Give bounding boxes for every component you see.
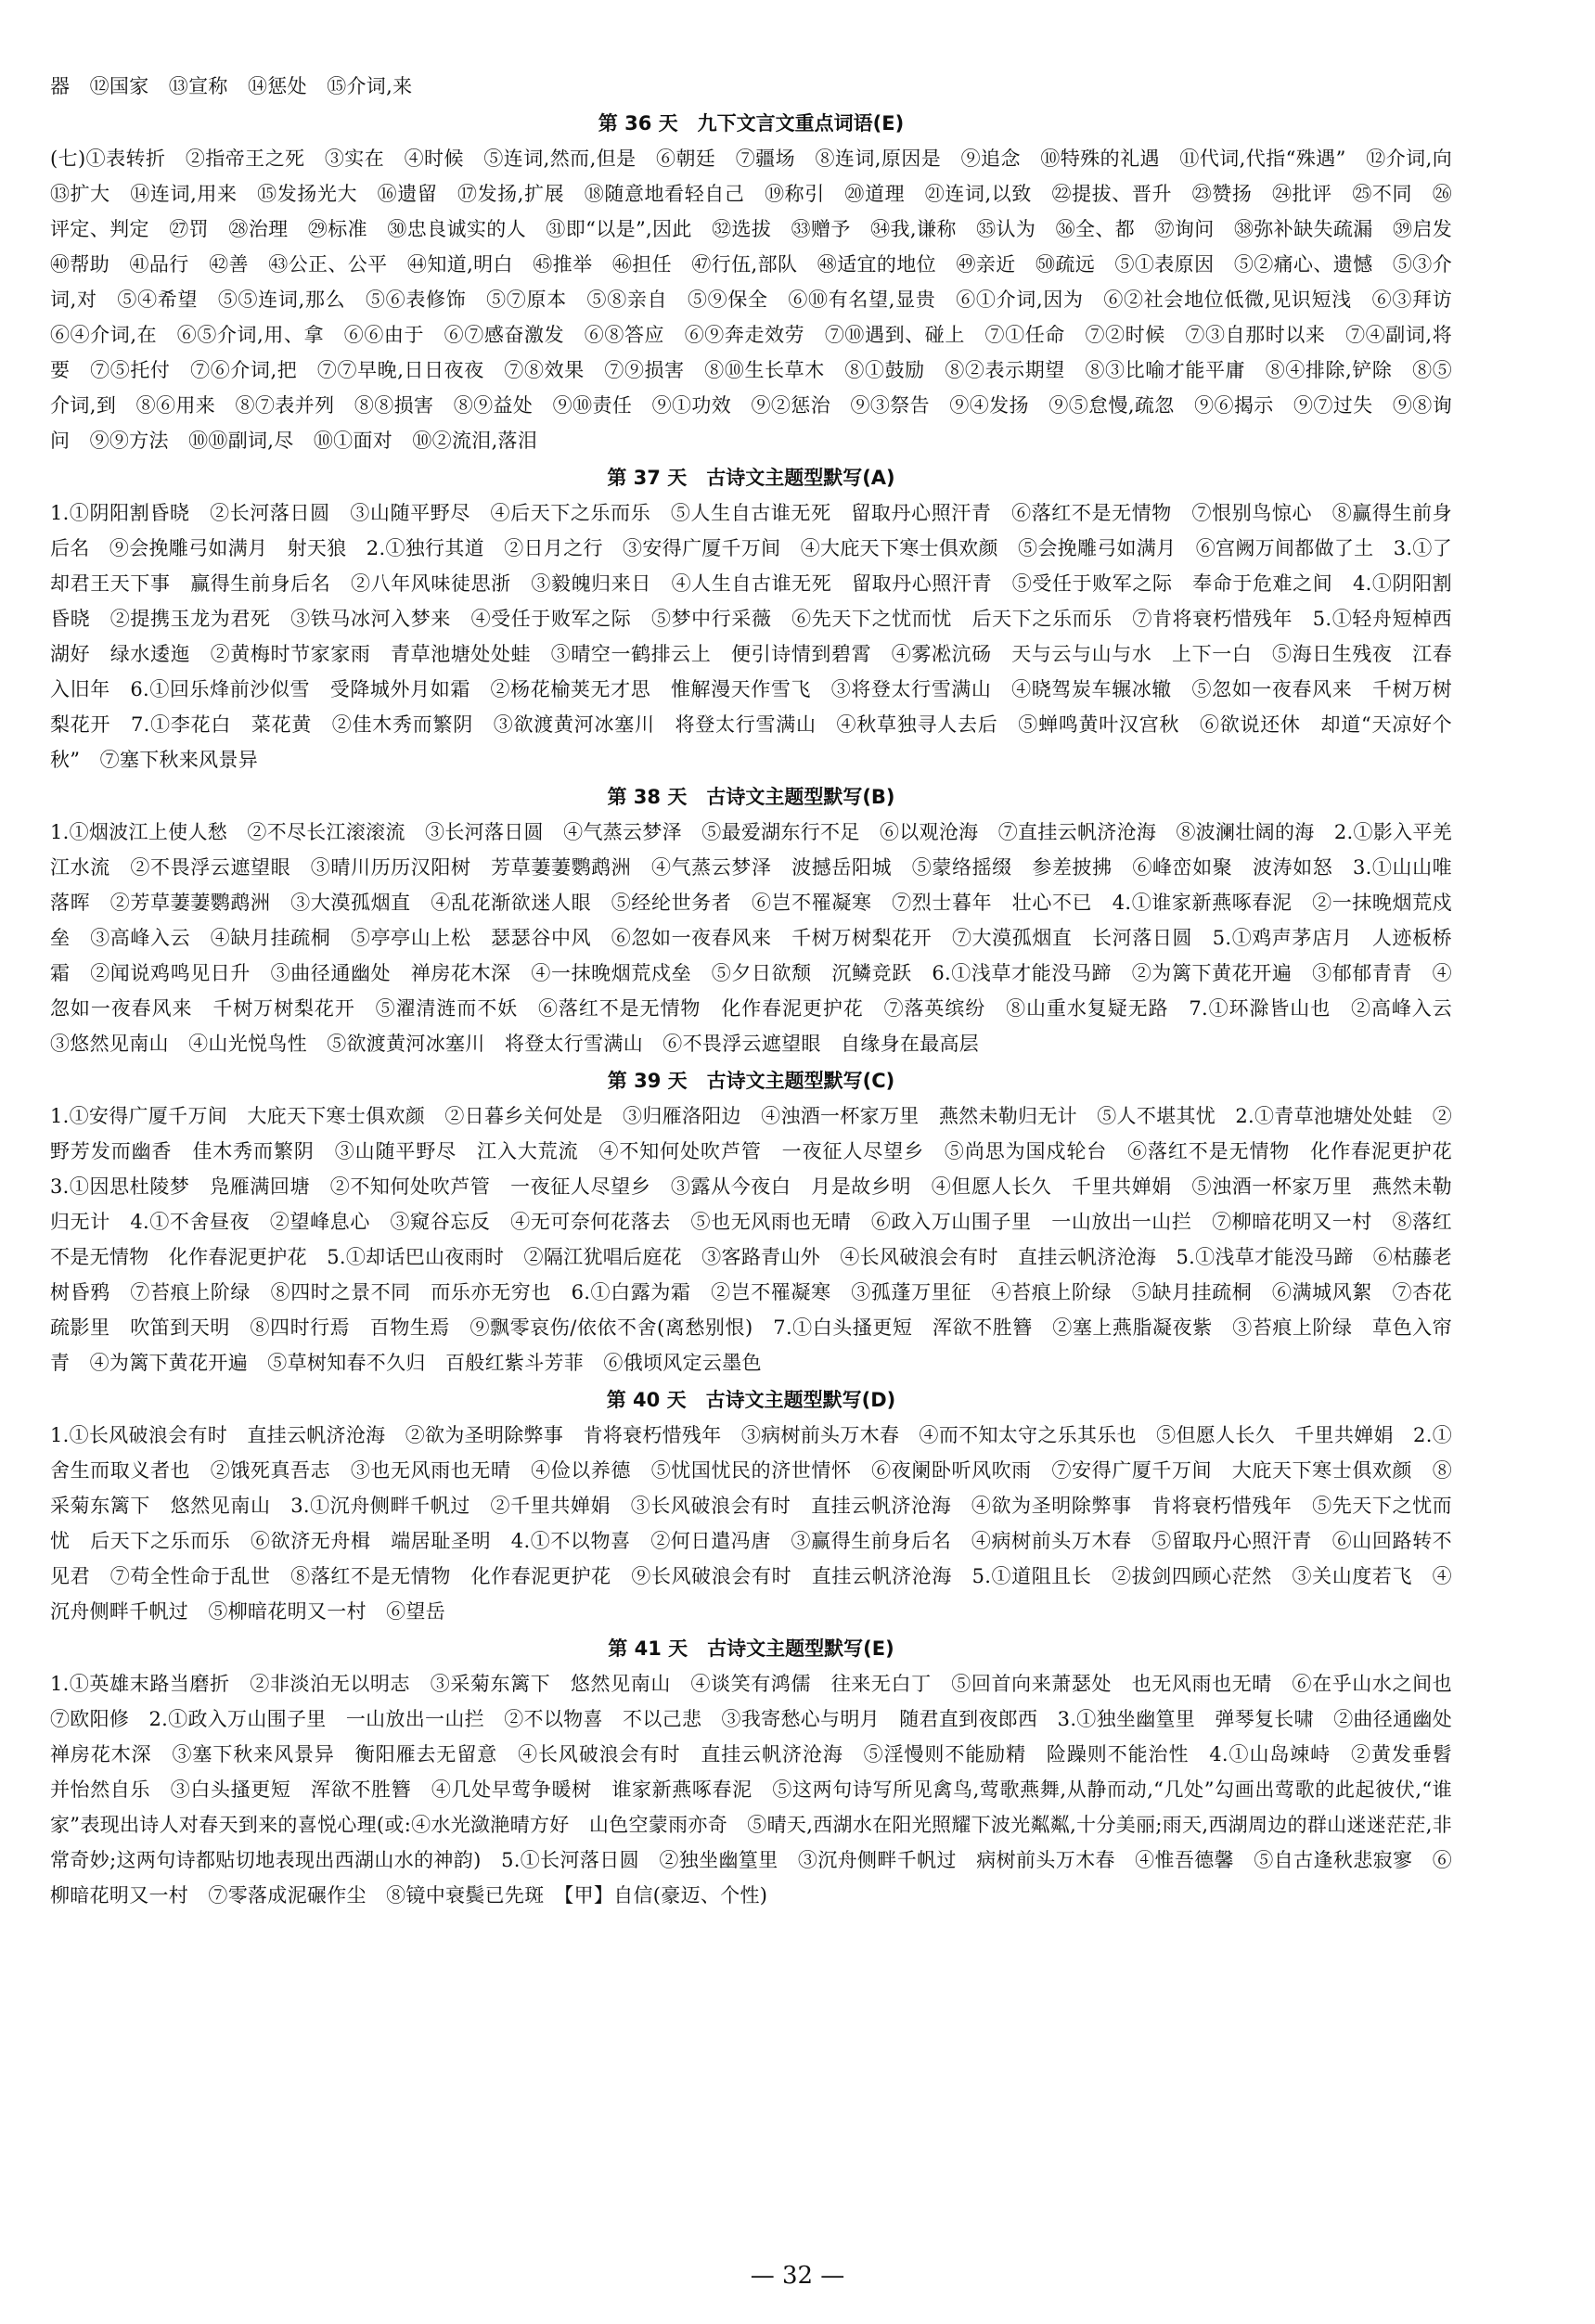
section-title-day41: 第 41 天 古诗文主题型默写(E) (608, 1637, 894, 1660)
section-title-day39: 第 39 天 古诗文主题型默写(C) (607, 1070, 895, 1092)
section-body-day38: 1.①烟波江上使人愁 ②不尽长江滚滚流 ③长河落日圆 ④气蒸云梦泽 ⑤最爱湖东行不足 ⑥以观沧海 ⑦直挂云帆济沧海 ⑧波澜壮阔的海 2.①影入平羌江水流 ②不畏浮云遮望眼 ③晴川历历汉阳树 芳草萋萋鹦鹉洲 ④气蒸云梦泽 波撼岳阳城 ⑤蒙络摇缀 参差披拂 ⑥峰峦如聚 波涛如怒 3.①山山唯落晖 ②芳草萋萋鹦鹉洲 ③大漠孤烟直 ④乱花渐欲迷人眼 ⑤经纶世务者 ⑥岂不罹凝寒 ⑦烈士暮年 壮心不已 4.①谁家新燕啄春泥 ②一抹晚烟荒戍垒 ③高峰入云 ④缺月挂疏桐 ⑤亭亭山上松 瑟瑟谷中风 ⑥忽如一夜春风来 千树万树梨花开 ⑦大漠孤烟直 长河落日圆 5.①鸡声茅店月 人迹板桥霜 ②闻说鸡鸣见日升 ③曲径通幽处 禅房花木深 ④一抹晚烟荒戍垒 ⑤夕日欲颓 沉鳞竞跃 6.①浅草才能没马蹄 ②为篱下黄花开遍 ③郁郁青青 ④忽如一夜春风来 千树万树梨花开 ⑤濯清涟而不妖 ⑥落红不是无情物 化作春泥更护花 ⑦落英缤纷 ⑧山重水复疑无路 7.①环滁皆山也 ②高峰入云 ③悠然见南山 ④山光悦鸟性 ⑤欲渡黄河冰塞川 将登太行雪满山 ⑥不畏浮云遮望眼 自缘身在最高层 (50, 821, 1473, 1055)
section-body-day37: 1.①阴阳割昏晓 ②长河落日圆 ③山随平野尽 ④后天下之乐而乐 ⑤人生自古谁无死 留取丹心照汗青 ⑥落红不是无情物 ⑦恨别鸟惊心 ⑧赢得生前身后名 ⑨会挽雕弓如满月 射天狼 2.①独行其道 ②日月之行 ③安得广厦千万间 ④大庇天下寒士俱欢颜 ⑤会挽雕弓如满月 ⑥宫阙万间都做了土 3.①了却君王天下事 赢得生前身后名 ②八年风味徒思浙 ③毅魄归来日 ④人生自古谁无死 留取丹心照汗青 ⑤受任于败军之际 奉命于危难之间 4.①阴阳割昏晓 ②提携玉龙为君死 ③铁马冰河入梦来 ④受任于败军之际 ⑤梦中行采薇 ⑥先天下之忧而忧 后天下之乐而乐 ⑦肯将衰朽惜残年 5.①轻舟短棹西湖好 绿水逶迤 ②黄梅时节家家雨 青草池塘处处蛙 ③晴空一鹤排云上 便引诗情到碧霄 ④雾凇沆砀 天与云与山与水 上下一白 ⑤海日生残夜 江春入旧年 6.①回乐烽前沙似雪 受降城外月如霜 ②杨花榆荚无才思 惟解漫天作雪飞 ③将登太行雪满山 ④晓驾炭车辗冰辙 ⑤忽如一夜春风来 千树万树梨花开 7.①李花白 菜花黄 ②佳木秀而繁阴 ③欲渡黄河冰塞川 将登太行雪满山 ④秋草独寻人去后 ⑤蝉鸣黄叶汉宫秋 ⑥欲说还休 却道“天凉好个秋” ⑦塞下秋来风景异 (50, 502, 1452, 771)
section-title-day36: 第 36 天 九下文言文重点词语(E) (598, 112, 905, 135)
continued-answers: 器 ⑫国家 ⑬宣称 ⑭惩处 ⑮介词,来 (50, 75, 413, 97)
page-number: — 32 — (750, 2262, 845, 2290)
section-title-day38: 第 38 天 古诗文主题型默写(B) (607, 786, 895, 808)
section-body-day40: 1.①长风破浪会有时 直挂云帆济沧海 ②欲为圣明除弊事 肯将衰朽惜残年 ③病树前头万木春 ④而不知太守之乐其乐也 ⑤但愿人长久 千里共婵娟 2.①舍生而取义者也 ②饿死真吾志 ③也无风雨也无晴 ④俭以养德 ⑤忧国忧民的济世情怀 ⑥夜阑卧听风吹雨 ⑦安得广厦千万间 大庇天下寒士俱欢颜 ⑧采菊东篱下 悠然见南山 3.①沉舟侧畔千帆过 ②千里共婵娟 ③长风破浪会有时 直挂云帆济沧海 ④欲为圣明除弊事 肯将衰朽惜残年 ⑤先天下之忧而忧 后天下之乐而乐 ⑥欲济无舟楫 端居耻圣明 4.①不以物喜 ②何日遣冯唐 ③赢得生前身后名 ④病树前头万木春 ⑤留取丹心照汗青 ⑥山回路转不见君 ⑦苟全性命于乱世 ⑧落红不是无情物 化作春泥更护花 ⑨长风破浪会有时 直挂云帆济沧海 5.①道阻且长 ②拔剑四顾心茫然 ③关山度若飞 ④沉舟侧畔千帆过 ⑤柳暗花明又一村 ⑥望岳 (50, 1424, 1452, 1623)
section-title-day40: 第 40 天 古诗文主题型默写(D) (606, 1389, 896, 1411)
section-title-day37: 第 37 天 古诗文主题型默写(A) (607, 467, 895, 489)
section-body-day36: (七)①表转折 ②指帝王之死 ③实在 ④时候 ⑤连词,然而,但是 ⑥朝廷 ⑦疆场 ⑧连词,原因是 ⑨追念 ⑩特殊的礼遇 ⑪代词,代指“殊遇” ⑫介词,向 ⑬扩大 ⑭连词,用来 ⑮发扬光大 ⑯遗留 ⑰发扬,扩展 ⑱随意地看轻自己 ⑲称引 ⑳道理 ㉑连词,以致 ㉒提拔、晋升 ㉓赞扬 ㉔批评 ㉕不同 ㉖评定、判定 ㉗罚 ㉘治理 ㉙标准 ㉚忠良诚实的人 ㉛即“以是”,因此 ㉜选拔 ㉝赠予 ㉞我,谦称 ㉟认为 ㊱全、都 ㊲询问 ㊳弥补缺失疏漏 ㊴启发 ㊵帮助 ㊶品行 ㊷善 ㊸公正、公平 ㊹知道,明白 ㊺推举 ㊻担任 ㊼行伍,部队 ㊽适宜的地位 ㊾亲近 ㊿疏远 ⑤①表原因 ⑤②痛心、遗憾 ⑤③介词,对 ⑤④希望 ⑤⑤连词,那么 ⑤⑥表修饰 ⑤⑦原本 ⑤⑧亲自 ⑤⑨保全 ⑥⑩有名望,显贵 ⑥①介词,因为 ⑥②社会地位低微,见识短浅 ⑥③拜访 ⑥④介词,在 ⑥⑤介词,用、拿 ⑥⑥由于 ⑥⑦感奋激发 ⑥⑧答应 ⑥⑨奔走效劳 ⑦⑩遇到、碰上 ⑦①任命 ⑦②时候 ⑦③自那时以来 ⑦④副词,将要 ⑦⑤托付 ⑦⑥介词,把 ⑦⑦早晚,日日夜夜 ⑦⑧效果 ⑦⑨损害 ⑧⑩生长草木 ⑧①鼓励 ⑧②表示期望 ⑧③比喻才能平庸 ⑧④排除,铲除 ⑧⑤介词,到 ⑧⑥用来 ⑧⑦表并列 ⑧⑧损害 ⑧⑨益处 ⑨⑩责任 ⑨①功效 ⑨②惩治 ⑨③祭告 ⑨④发扬 ⑨⑤怠慢,疏忽 ⑨⑥揭示 ⑨⑦过失 ⑨⑧询问 ⑨⑨方法 ⑩⑩副词,尽 ⑩①面对 ⑩②流泪,落泪 (50, 148, 1473, 452)
section-body-day39: 1.①安得广厦千万间 大庇天下寒士俱欢颜 ②日暮乡关何处是 ③归雁洛阳边 ④浊酒一杯家万里 燕然未勒归无计 ⑤人不堪其忧 2.①青草池塘处处蛙 ②野芳发而幽香 佳木秀而繁阴 ③山随平野尽 江入大荒流 ④不知何处吹芦管 一夜征人尽望乡 ⑤尚思为国戍轮台 ⑥落红不是无情物 化作春泥更护花 3.①因思杜陵梦 凫雁满回塘 ②不知何处吹芦管 一夜征人尽望乡 ③露从今夜白 月是故乡明 ④但愿人长久 千里共婵娟 ⑤浊酒一杯家万里 燕然未勒归无计 4.①不舍昼夜 ②望峰息心 ③窥谷忘反 ④无可奈何花落去 ⑤也无风雨也无晴 ⑥政入万山围子里 一山放出一山拦 ⑦柳暗花明又一村 ⑧落红不是无情物 化作春泥更护花 5.①却话巴山夜雨时 ②隔江犹唱后庭花 ③客路青山外 ④长风破浪会有时 直挂云帆济沧海 5.①浅草才能没马蹄 ⑥枯藤老树昏鸦 ⑦苔痕上阶绿 ⑧四时之景不同 而乐亦无穷也 6.①白露为霜 ②岂不罹凝寒 ③孤蓬万里征 ④苔痕上阶绿 ⑤缺月挂疏桐 ⑥满城风絮 ⑦杏花疏影里 吹笛到天明 ⑧四时行焉 百物生焉 ⑨飘零哀伤/依依不舍(离愁别恨) 7.①白头搔更短 浑欲不胜簪 ②塞上燕脂凝夜紫 ③苔痕上阶绿 草色入帘青 ④为篱下黄花开遍 ⑤草树知春不久归 百般红紫斗芳菲 ⑥俄顷风定云墨色 (50, 1105, 1473, 1374)
section-body-day41: 1.①英雄末路当磨折 ②非淡泊无以明志 ③采菊东篱下 悠然见南山 ④谈笑有鸿儒 往来无白丁 ⑤回首向来萧瑟处 也无风雨也无晴 ⑥在乎山水之间也 ⑦欧阳修 2.①政入万山围子里 一山放出一山拦 ②不以物喜 不以己悲 ③我寄愁心与明月 随君直到夜郎西 3.①独坐幽篁里 弹琴复长啸 ②曲径通幽处 禅房花木深 ③塞下秋来风景异 衡阳雁去无留意 ④长风破浪会有时 直挂云帆济沧海 ⑤淫慢则不能励精 险躁则不能治性 4.①山岛竦峙 ②黄发垂髫 并怡然自乐 ③白头搔更短 浑欲不胜簪 ④几处早莺争暖树 谁家新燕啄春泥 ⑤这两句诗写所见禽鸟,莺歌燕舞,从静而动,“几处”勾画出莺歌的此起彼伏,“谁家”表现出诗人对春天到来的喜悦心理(或:④水光潋滟晴方好 山色空蒙雨亦奇 ⑤晴天,西湖水在阳光照耀下波光粼粼,十分美丽;雨天,西湖周边的群山迷迷茫茫,非常奇妙;这两句诗都贴切地表现出西湖山水的神韵) 5.①长河落日圆 ②独坐幽篁里 ③沉舟侧畔千帆过 病树前头万木春 ④惟吾德馨 ⑤自古逢秋悲寂寥 ⑥柳暗花明又一村 ⑦零落成泥碾作尘 ⑧镜中衰鬓已先斑 【甲】自信(豪迈、个性) (50, 1673, 1473, 1907)
